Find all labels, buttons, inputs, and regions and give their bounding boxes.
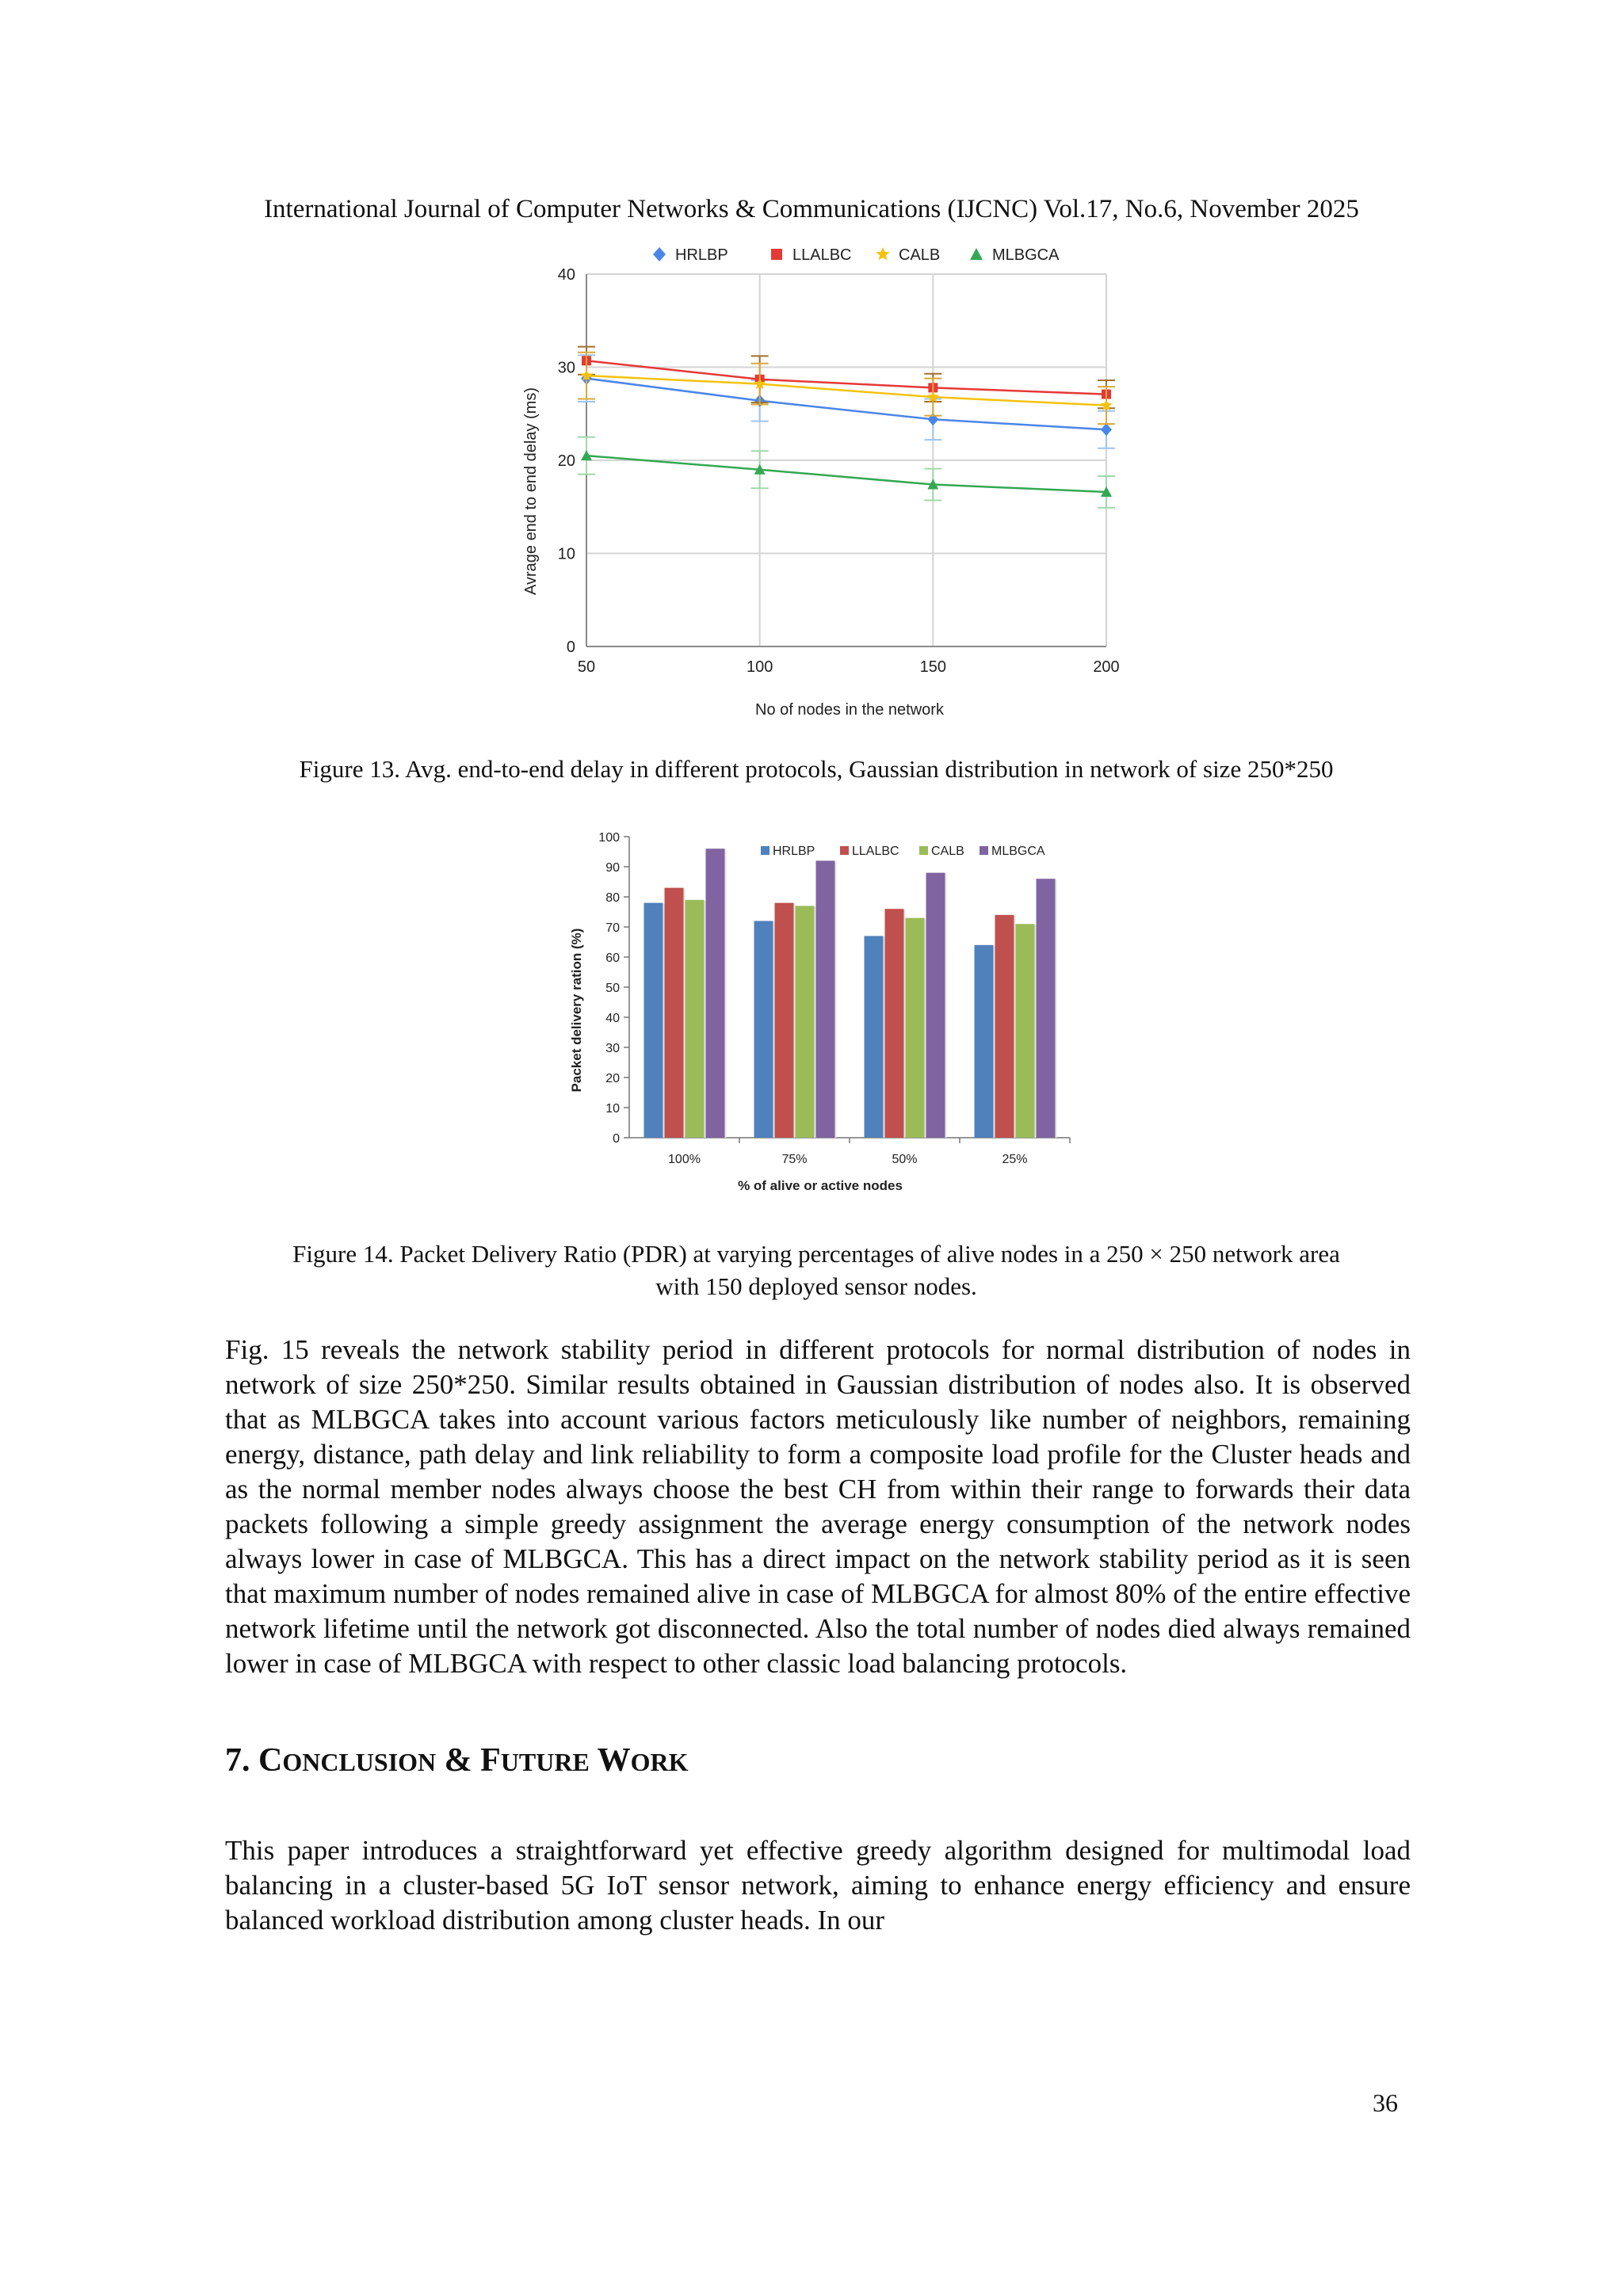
body-paragraph-conclusion: This paper introduces a straightforward yet effective greedy algorithm designed for multimodal load balancing in a cluster-based 5G IoT sensor network, aiming to enhance energy efficiency and ensure balanced workload distribution among cluster heads. In our	[225, 1835, 1411, 1936]
f13-x-tick-label: 150	[919, 658, 947, 676]
figure-13-caption: Figure 13. Avg. end-to-end delay in different protocols, Gaussian distribution in network of size 250*250	[299, 755, 1334, 783]
f13-y-tick-label: 30	[557, 359, 575, 377]
f13-x-tick-label: 100	[746, 658, 773, 676]
section-word-2-rest: UTURE	[500, 1748, 590, 1776]
f14-legend-swatch-hrlbp	[761, 846, 769, 855]
f14-bar-mlbgca	[926, 873, 945, 1138]
section-word-1-cap: C	[258, 1742, 283, 1779]
f14-legend-label: HRLBP	[773, 845, 815, 858]
f14-x-tick-label: 100%	[668, 1153, 701, 1166]
f14-x-tick-label: 25%	[1002, 1153, 1028, 1166]
page-number: 36	[1373, 2088, 1398, 2117]
f13-legend-marker-mlbgca	[970, 248, 983, 260]
figure-14-caption-line-1: Figure 14. Packet Delivery Ratio (PDR) at varying percentages of alive nodes in a 250 × 250 network area	[292, 1240, 1340, 1268]
f14-y-tick-label: 50	[605, 982, 620, 995]
f13-point-hrlbp	[1101, 423, 1112, 436]
figure-14-x-axis-label: % of alive or active nodes	[738, 1178, 903, 1193]
f14-y-tick-label: 30	[605, 1042, 620, 1055]
figure-14-y-axis-label: Packet delivery ration (%)	[569, 928, 584, 1093]
figure-14-caption-line-2: with 150 deployed sensor nodes.	[655, 1272, 977, 1300]
f14-x-tick-label: 75%	[781, 1153, 808, 1166]
f13-legend-marker-calb	[876, 247, 889, 260]
f14-bar-calb	[906, 918, 925, 1138]
f14-y-tick-label: 20	[605, 1072, 620, 1085]
f14-bar-hrlbp	[975, 945, 994, 1138]
f14-legend-swatch-mlbgca	[980, 846, 988, 855]
figure-13-line-chart	[491, 238, 1141, 729]
f14-x-tick-label: 50%	[892, 1153, 918, 1166]
body-paragraph-stability: Fig. 15 reveals the network stability period in different protocols for normal distribution of nodes in network of size 250*250. Similar results obtained in Gaussian distribution of nodes also. It is observed that as MLBGCA takes into account various factors meticulously like number of neighbors, remaining energy, distance, path delay and link reliability to form a composite load profile for the Cluster heads and as the normal member nodes always choose the best CH from within their range to forwards their data packets following a simple greedy assignment the average energy consumption of the network nodes always lower in case of MLBGCA. This has a direct impact on the network stability period as it is seen that maximum number of nodes remained alive in case of MLBGCA for almost 80% of the entire effective network lifetime until the network got disconnected. Also the total number of nodes died always remained lower in case of MLBGCA with respect to other classic load balancing protocols.	[225, 1334, 1411, 1679]
f13-legend-marker-hrlbp	[653, 247, 666, 261]
f13-x-tick-label: 50	[577, 658, 596, 676]
section-word-2-cap: F	[480, 1742, 501, 1779]
f13-y-tick-label: 40	[557, 266, 575, 284]
f14-y-tick-label: 40	[605, 1012, 620, 1025]
f14-y-tick-label: 90	[605, 861, 620, 875]
f14-bar-mlbgca	[816, 860, 835, 1138]
figure-13-x-axis-label: No of nodes in the network	[755, 701, 944, 719]
f14-bar-hrlbp	[754, 921, 773, 1138]
f14-legend-label: MLBGCA	[991, 845, 1045, 858]
f14-legend-swatch-calb	[919, 846, 928, 855]
f14-bar-llalbc	[995, 915, 1014, 1138]
f14-bar-mlbgca	[1037, 879, 1056, 1138]
section-ampersand: &	[436, 1742, 481, 1779]
f13-y-tick-label: 0	[566, 639, 575, 656]
figure-13-y-axis-label: Avrage end to end delay (ms)	[522, 387, 540, 596]
f13-x-tick-label: 200	[1093, 658, 1120, 676]
figure-14-bar-chart	[547, 816, 1086, 1196]
running-header: International Journal of Computer Networks & Communications (IJCNC) Vol.17, No.6, November 2025	[264, 195, 1359, 223]
f13-legend-label: MLBGCA	[992, 246, 1060, 264]
f14-bar-llalbc	[665, 888, 684, 1138]
section-word-1-rest: ONCLUSION	[282, 1748, 437, 1776]
f14-bar-llalbc	[775, 903, 794, 1138]
f14-bar-hrlbp	[644, 903, 663, 1138]
f14-bar-llalbc	[885, 909, 904, 1138]
f13-legend-label: HRLBP	[675, 246, 728, 264]
f14-bar-calb	[1016, 924, 1035, 1138]
f13-legend-marker-llalbc	[771, 249, 782, 260]
f14-bar-calb	[796, 906, 815, 1138]
f13-y-tick-label: 10	[557, 545, 575, 563]
f14-legend-label: CALB	[931, 845, 964, 858]
section-number: 7.	[225, 1742, 258, 1779]
section-heading-conclusion	[225, 1741, 688, 1779]
f14-bar-mlbgca	[706, 849, 725, 1138]
f13-series-line-hrlbp	[586, 379, 1106, 430]
f14-bar-calb	[685, 900, 705, 1138]
f13-legend-label: CALB	[899, 246, 941, 264]
f14-y-tick-label: 60	[605, 952, 620, 965]
f14-y-tick-label: 80	[605, 891, 620, 905]
f14-y-tick-label: 100	[598, 831, 620, 845]
f13-y-tick-label: 20	[557, 452, 575, 470]
f14-legend-label: LLALBC	[852, 845, 899, 858]
f14-y-tick-label: 70	[605, 921, 620, 935]
figure-14-caption	[214, 1238, 1419, 1302]
f13-legend-label: LLALBC	[792, 246, 852, 264]
f14-bar-hrlbp	[865, 936, 884, 1138]
section-word-3-cap: W	[589, 1742, 631, 1779]
f14-legend-swatch-llalbc	[840, 846, 849, 855]
f14-y-tick-label: 0	[613, 1132, 620, 1146]
f14-y-tick-label: 10	[605, 1102, 620, 1116]
section-word-3-rest: ORK	[630, 1748, 689, 1776]
